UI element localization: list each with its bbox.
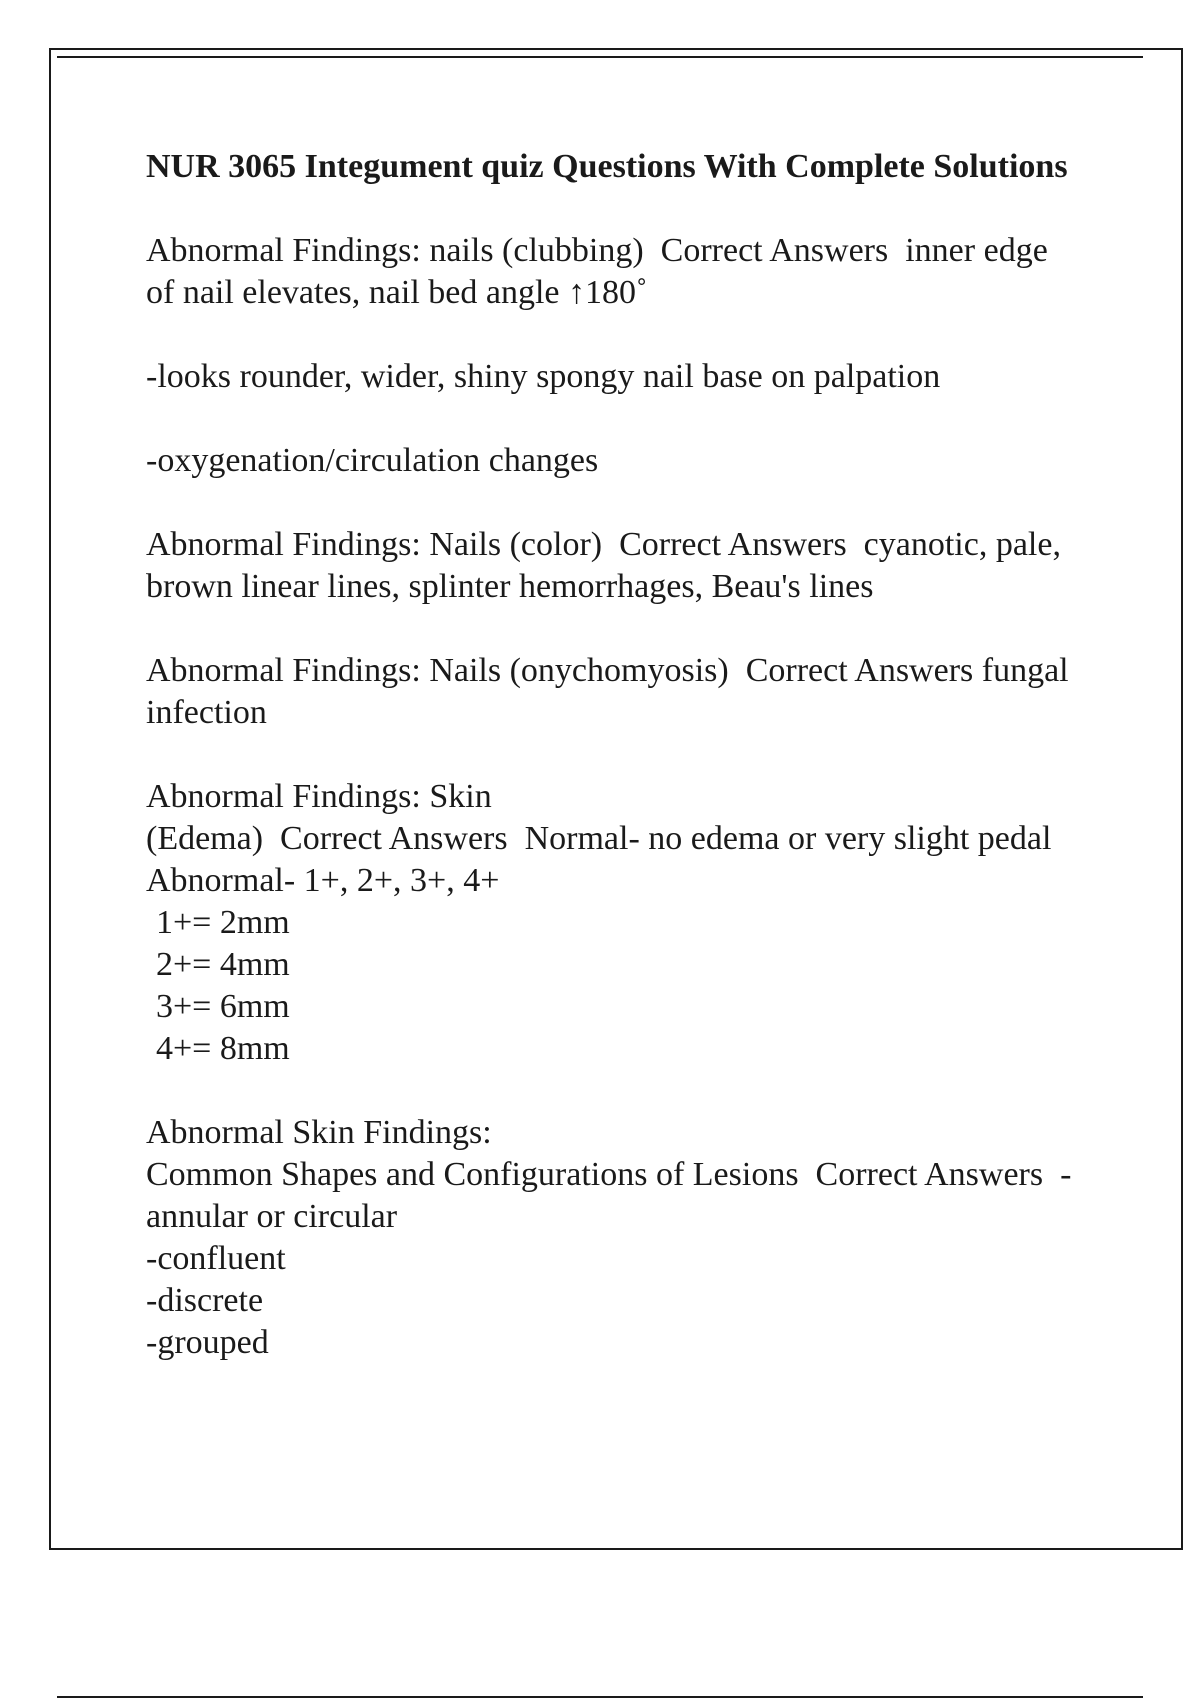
qa-entry-onychomyosis xyxy=(146,650,1076,734)
qa-entry-oxygenation xyxy=(146,440,1076,482)
entry-text: (Edema) Correct Answers Normal- no edema or very slight pedal xyxy=(146,820,1052,857)
entry-text: Abnormal Skin Findings: xyxy=(146,1114,492,1151)
entry-text: -looks rounder, wider, shiny spongy nail base on palpation xyxy=(146,358,941,395)
entry-text: -grouped xyxy=(146,1324,269,1361)
entry-text: 2+= 4mm xyxy=(156,946,290,983)
document-body xyxy=(146,146,1076,1406)
entry-text: -oxygenation/circulation changes xyxy=(146,442,599,479)
entry-text: Abnormal Findings: Nails (color) Correct Answers cyanotic, pale, brown linear lines, splinter hemorrhages, Beau's lines xyxy=(146,526,1070,605)
entry-text: Abnormal Findings: nails (clubbing) Correct Answers inner edge of nail elevates, nail bed angle ↑180˚ xyxy=(146,232,1057,311)
qa-entry-lesion-shapes xyxy=(146,1112,1076,1364)
entry-text: Abnormal Findings: Nails (onychomyosis) Correct Answers fungal infection xyxy=(146,652,1078,731)
qa-entry-edema xyxy=(146,776,1076,1070)
page-title: NUR 3065 Integument quiz Questions With Complete Solutions xyxy=(146,148,1068,185)
qa-entry-nail-color xyxy=(146,524,1076,608)
bottom-rule xyxy=(57,1696,1143,1698)
qa-entry-clubbing xyxy=(146,230,1076,314)
entry-text: 1+= 2mm xyxy=(156,904,290,941)
entry-text: -confluent xyxy=(146,1240,286,1277)
entry-text: Abnormal Findings: Skin xyxy=(146,778,492,815)
entry-text: 3+= 6mm xyxy=(156,988,290,1025)
entry-text: -discrete xyxy=(146,1282,264,1319)
entry-text: Common Shapes and Configurations of Lesions Correct Answers -annular or circular xyxy=(146,1156,1072,1235)
qa-entry-clubbing-detail xyxy=(146,356,1076,398)
entry-text: Abnormal- 1+, 2+, 3+, 4+ xyxy=(146,862,500,899)
entry-text: 4+= 8mm xyxy=(156,1030,290,1067)
